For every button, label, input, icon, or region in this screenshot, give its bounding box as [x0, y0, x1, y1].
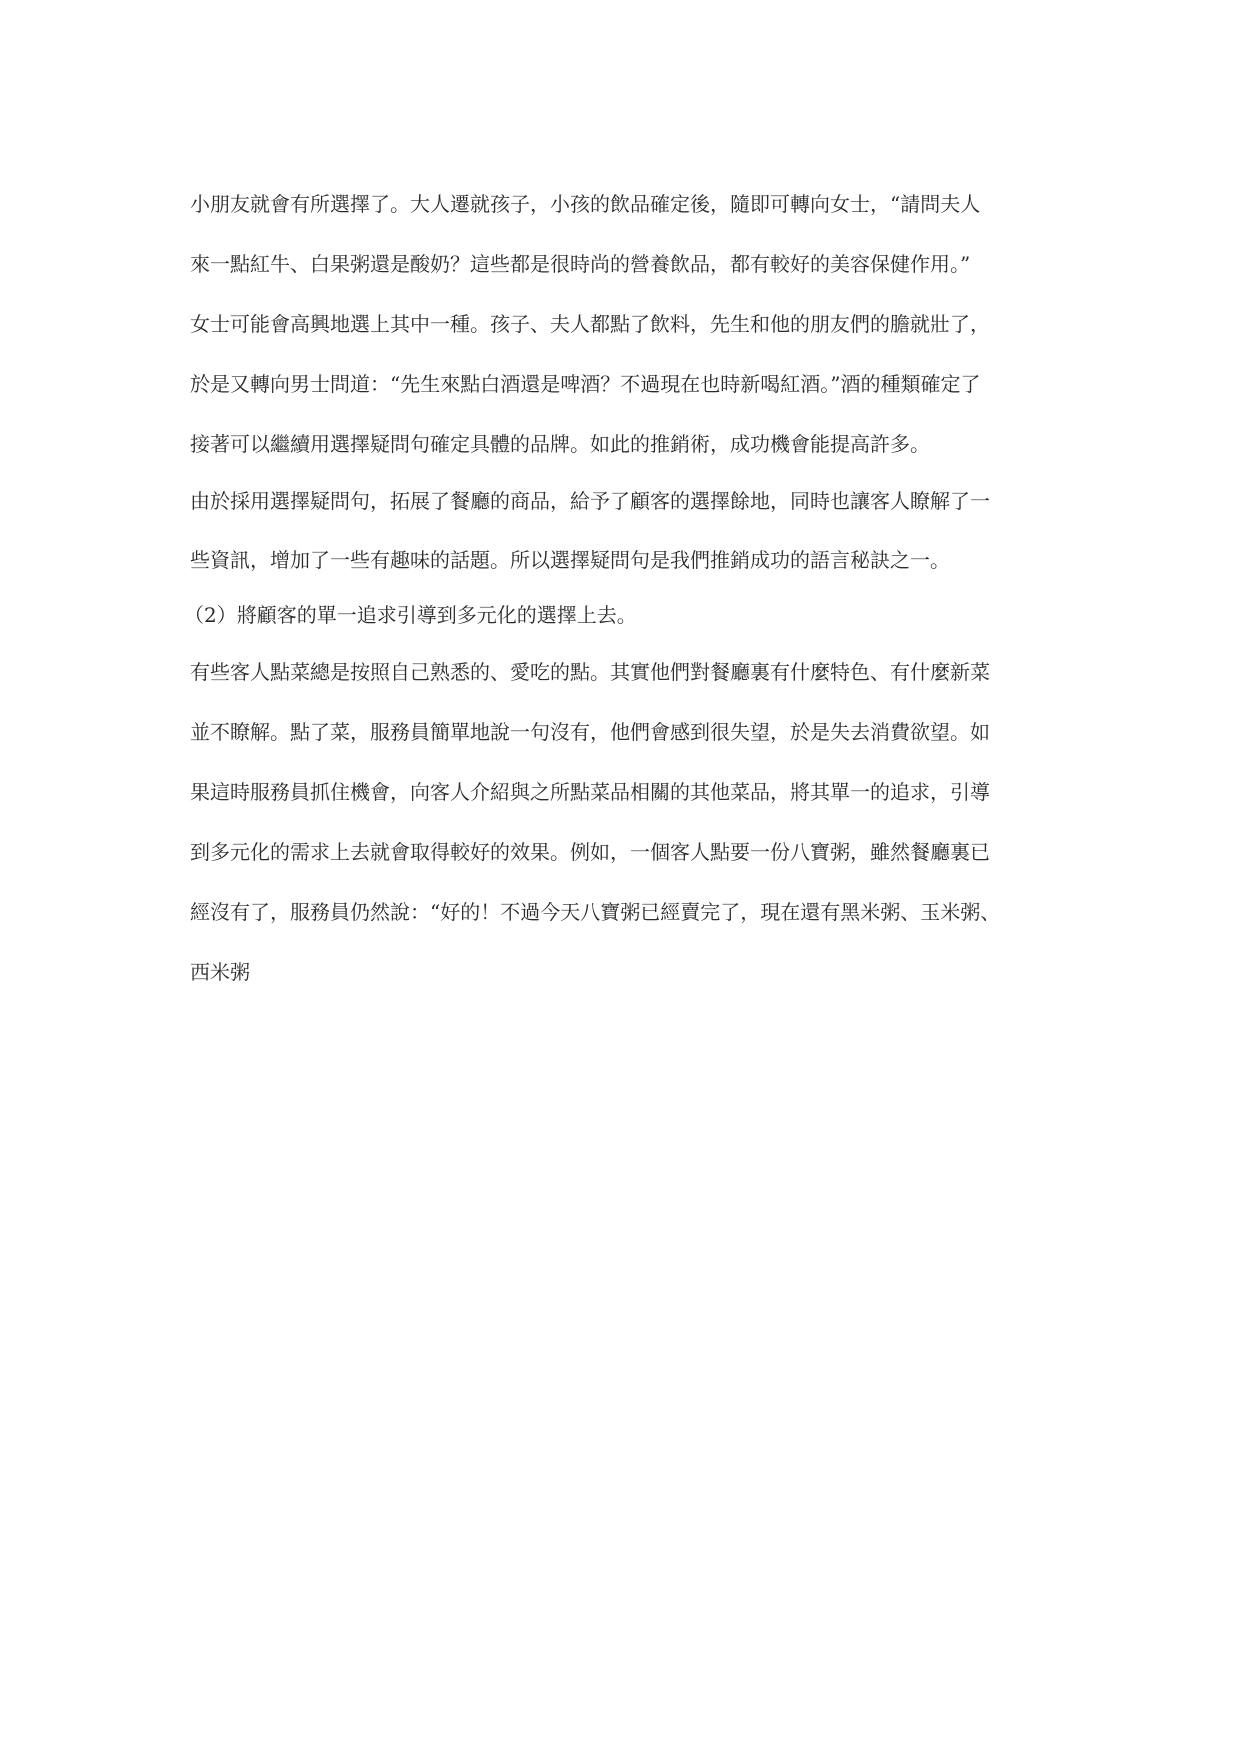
text-line: 於是又轉向男士問道：“先生來點白酒還是啤酒？不過現在也時新喝紅酒。”酒的種類確定了	[190, 372, 981, 396]
text-line: 經沒有了，服務員仍然說：“好的！不過今天八寶粥已經賣完了，現在還有黑米粥、玉米粥、	[190, 900, 1001, 924]
text-line: 西米粥	[190, 960, 250, 984]
text-line: 並不瞭解。點了菜，服務員簡單地說一句沒有，他們會感到很失望，於是失去消費欲望。如	[190, 720, 990, 744]
text-line: 女士可能會高興地選上其中一種。孩子、夫人都點了飲料，先生和他的朋友們的膽就壯了，	[190, 312, 990, 336]
text-line: 來一點紅牛、白果粥還是酸奶？這些都是很時尚的營養飲品，都有較好的美容保健作用。”	[190, 252, 971, 276]
text-line: 小朋友就會有所選擇了。大人遷就孩子，小孩的飲品確定後，隨即可轉向女士，“請問夫人	[190, 192, 981, 216]
text-line: 接著可以繼續用選擇疑問句確定具體的品牌。如此的推銷術，成功機會能提高許多。	[190, 432, 930, 456]
section-heading: （2）將顧客的單一追求引導到多元化的選擇上去。	[184, 603, 637, 627]
text-line: 些資訊，增加了一些有趣味的話題。所以選擇疑問句是我們推銷成功的語言秘訣之一。	[190, 548, 950, 572]
text-line: 有些客人點菜總是按照自己熟悉的、愛吃的點。其實他們對餐廳裏有什麼特色、有什麼新菜	[190, 660, 990, 684]
text-line: 由於採用選擇疑問句，拓展了餐廳的商品，給予了顧客的選擇餘地，同時也讓客人瞭解了一	[190, 489, 990, 513]
text-line: 到多元化的需求上去就會取得較好的效果。例如，一個客人點要一份八寶粥，雖然餐廳裏已	[190, 840, 990, 864]
text-line: 果這時服務員抓住機會，向客人介紹與之所點菜品相關的其他菜品，將其單一的追求，引導	[190, 780, 990, 804]
